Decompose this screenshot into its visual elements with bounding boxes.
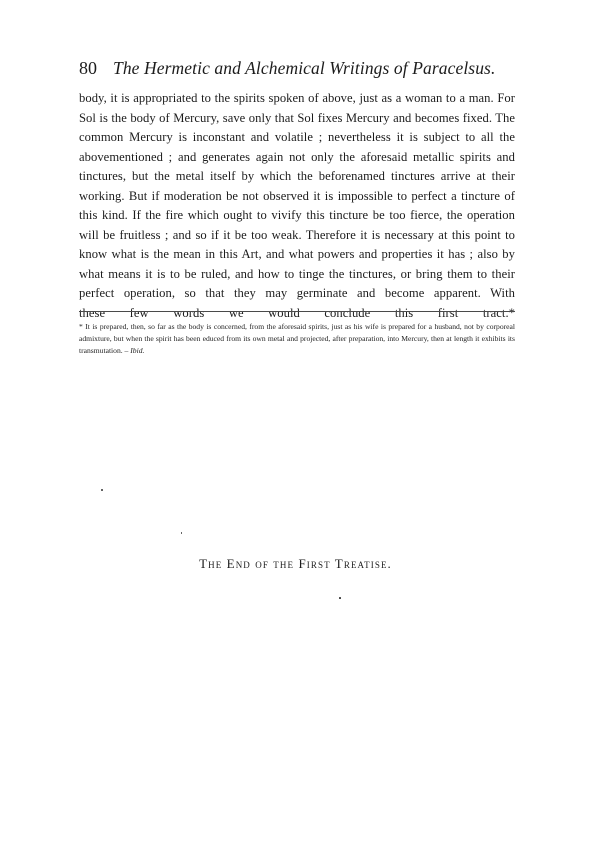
page-number: 80 [79,58,97,78]
footnote-text: * It is prepared, then, so far as the body is concerned, from the aforesaid spirits, just as his wife is prepared for a husband, not by corporeal admixture, but when the spirit has been educed from its own metal and projected, after preparation, into Mercury, then at length it exhibits its transmutation. – [79,322,515,355]
treatise-end-note: The End of the First Treatise. [199,556,392,571]
footnote-ibid: Ibid. [130,346,145,355]
print-speck [339,597,341,599]
body-paragraph [79,89,515,324]
running-title: The Hermetic and Alchemical Writings of Paracelsus. [113,58,496,78]
print-speck [101,489,103,491]
print-speck [181,532,182,534]
body-paragraph-text: body, it is appropriated to the spirits spoken of above, just as a woman to a man. For Sol is the body of Mercury, save only that Sol fixes Mercury and becomes fixed. The common Mercury is inconstant and volatile ; nevertheless it is subject to all the abovementioned ; and generates again not only the aforesaid metallic spirits and tinctures, but the metal itself by which the beforenamed tinctures arrive at their working. But if moderation be not observed it is impossible to perfect a tincture of this kind. If the fire which ought to vivify this tincture be too fierce, the operation will be fruitless ; and so if it be too weak. Therefore it is necessary at this point to know what is the mean in this Art, and what powers and properties it has ; also by what means it is to be ruled, and how to tinge the tinctures, or bring them to their perfect operation, so that they may germinate and become apparent. With [79,91,515,301]
body-paragraph-last-line: these few words we would conclude this first tract.* [79,306,515,321]
running-head [79,58,519,84]
footnote [79,321,515,357]
footnote-rule [79,311,515,312]
